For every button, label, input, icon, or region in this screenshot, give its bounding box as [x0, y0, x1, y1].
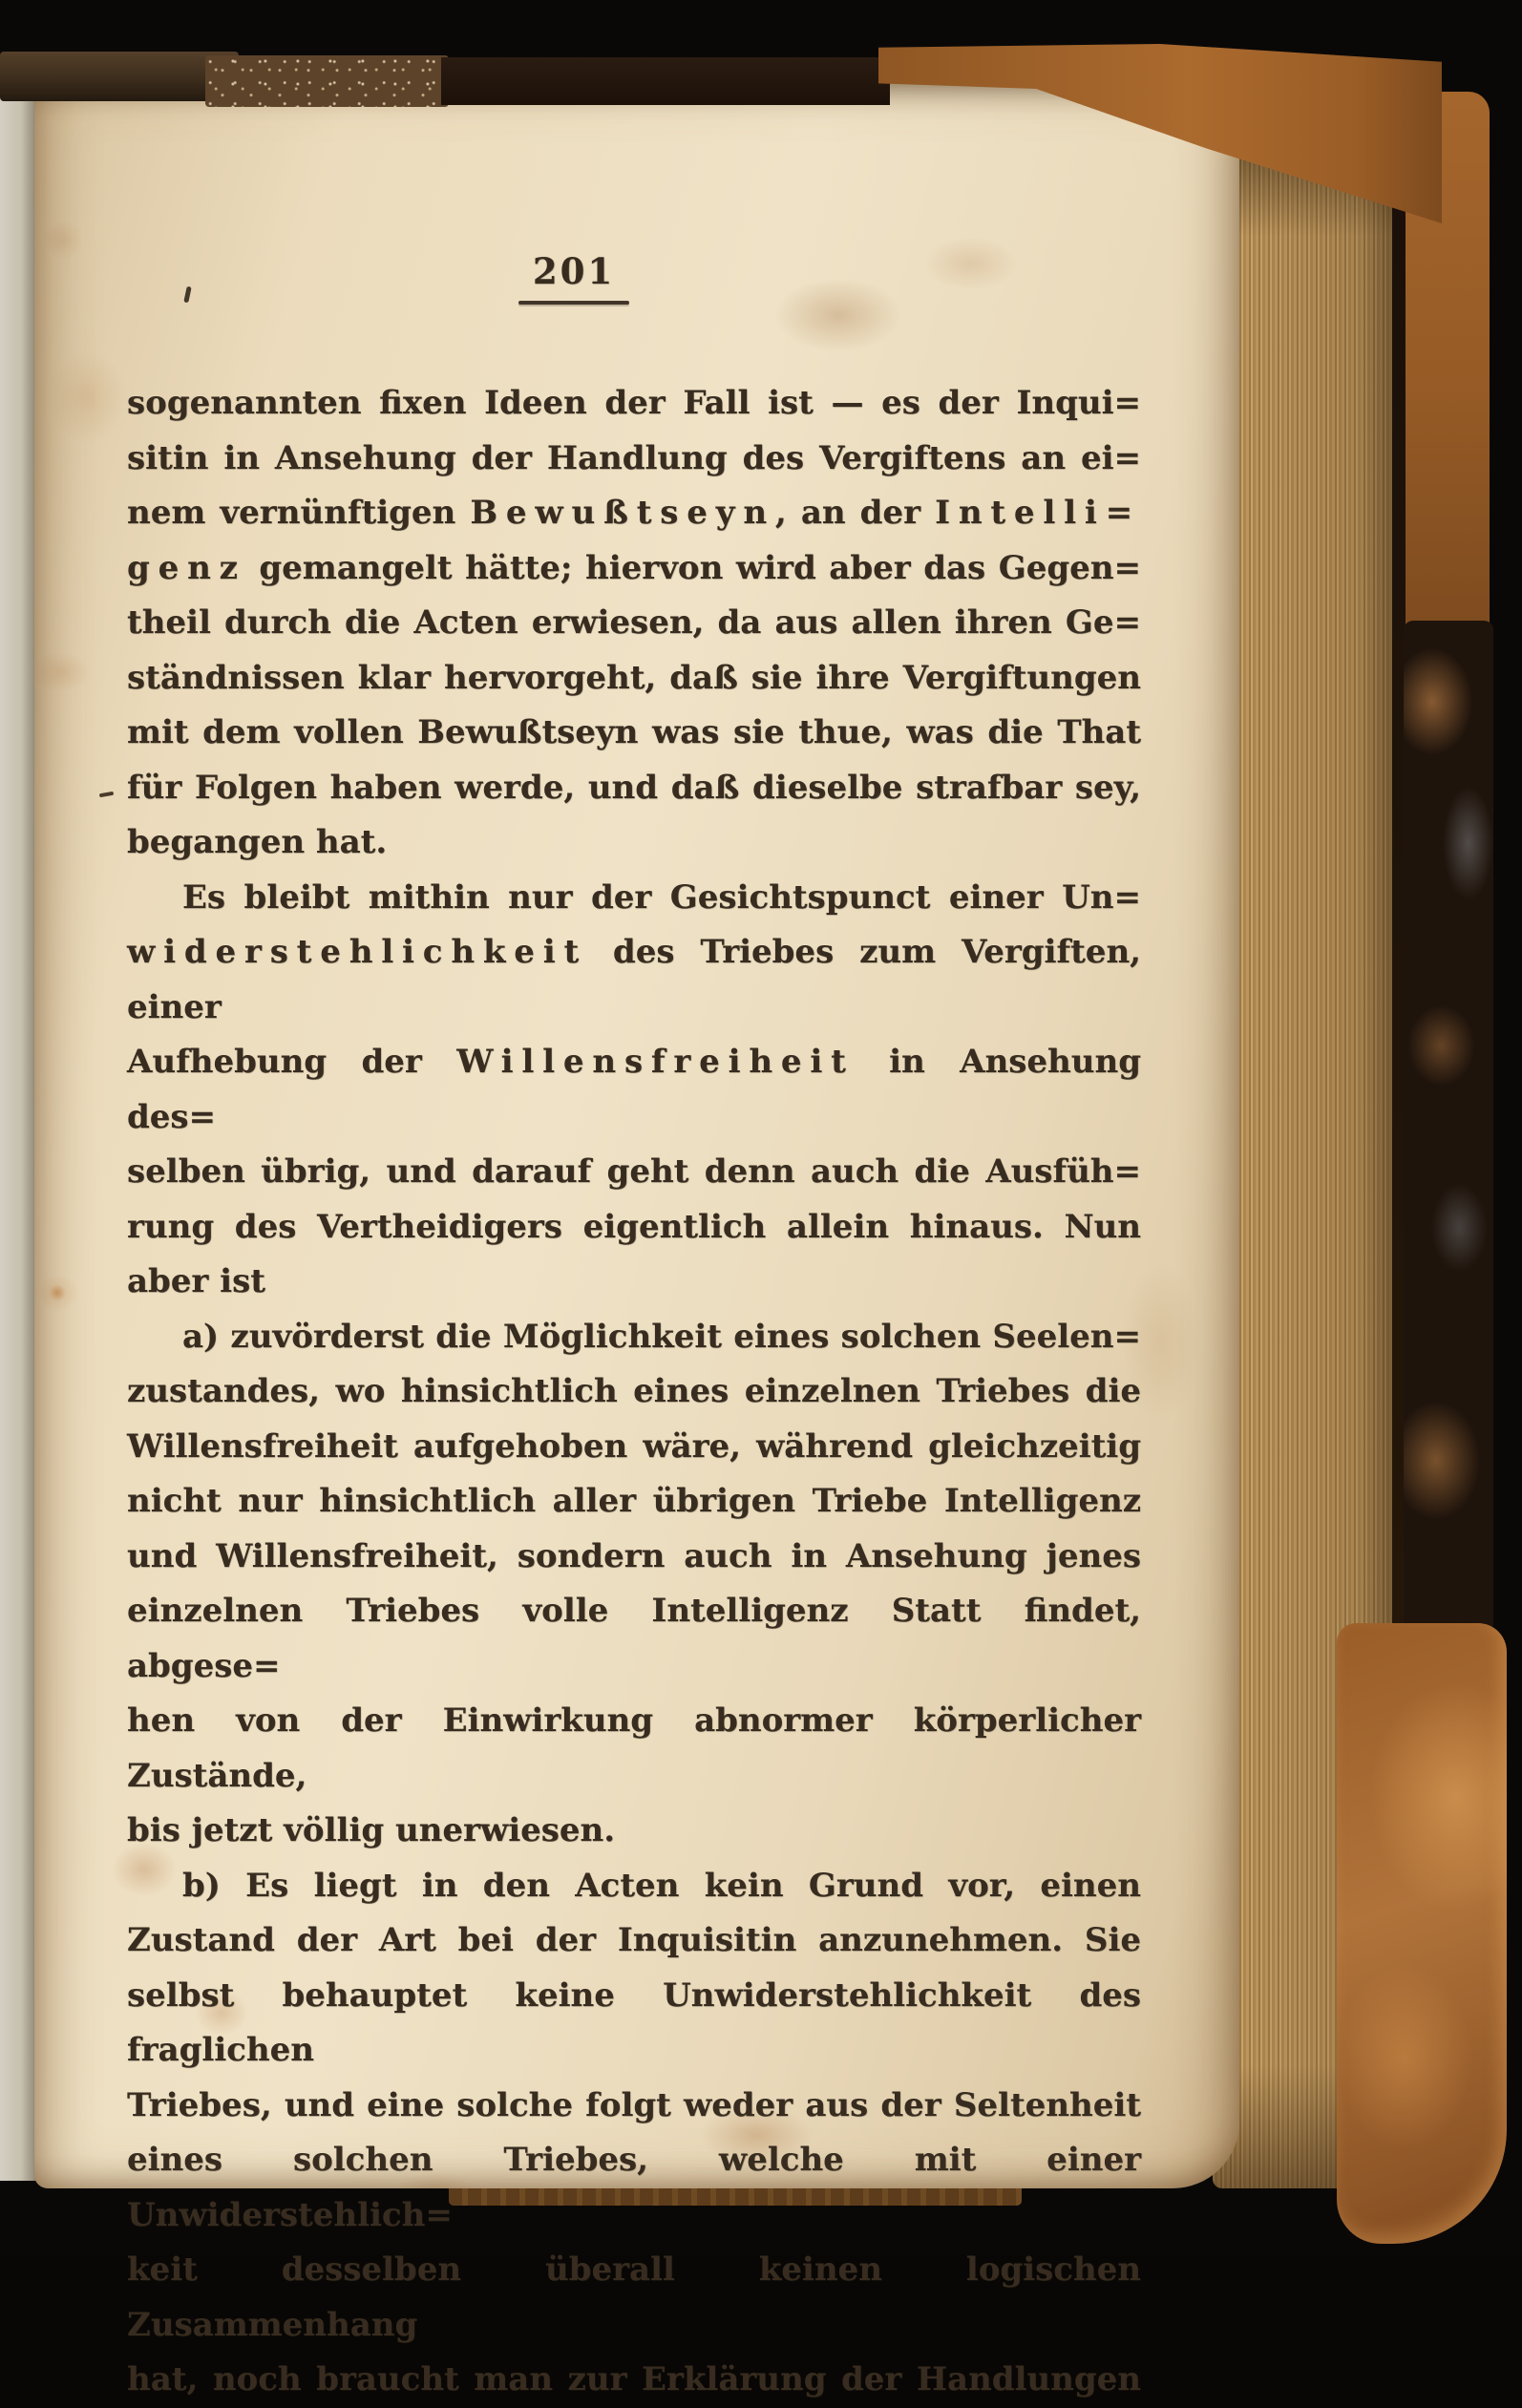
text-segment: Es bleibt mithin nur der Gesichtspunct einer Un= [182, 877, 1141, 917]
text-segment: begangen hat. [127, 823, 388, 861]
text-segment: nem vernünftigen [127, 494, 471, 532]
text-segment: Aufhebung der [127, 1043, 457, 1081]
text-segment: sogenannten fixen Ideen der Fall ist — es der Inqui= [127, 384, 1141, 422]
text-line [127, 541, 1141, 597]
emphasized-text: Intelli= [935, 494, 1141, 532]
text-segment: a) zuvörderst die Möglichkeit eines solchen Seelen= [182, 1317, 1141, 1356]
text-line [127, 432, 1141, 487]
text-line [127, 1969, 1141, 2079]
text-line [127, 871, 1141, 926]
page-number: 201 [532, 250, 616, 292]
text-segment: in Ansehung des= [127, 1043, 1141, 1136]
text-segment: des Triebes zum Vergiften, einer [127, 933, 1141, 1026]
text-segment: eines solchen Triebes, welche mit einer Unwiderstehlich= [127, 2141, 1141, 2234]
text-line [127, 925, 1141, 1035]
text-segment: Zustand der Art bei der Inquisitin anzunehmen. Sie [127, 1921, 1141, 1959]
emphasized-text: Bewußtseyn [470, 494, 775, 532]
text-line [127, 1255, 1141, 1310]
text-line [127, 1804, 1141, 1859]
text-segment: theil durch die Acten erwiesen, da aus allen ihren Ge= [127, 603, 1141, 642]
text-line [127, 376, 1141, 432]
text-segment: einzelnen Triebes volle Intelligenz Statt findet, abgese= [127, 1592, 1141, 1685]
text-segment: und Willensfreiheit, sondern auch in Ansehung jenes [127, 1536, 1141, 1575]
adjacent-page-edge [0, 80, 38, 2181]
emphasized-text: Willensfreiheit [456, 1043, 855, 1081]
text-segment: gemangelt hätte; hiervon wird aber das Gegen= [245, 548, 1141, 587]
page-number-block [502, 250, 645, 305]
text-segment: selben übrig, und darauf geht denn auch die Ausfüh= [127, 1152, 1141, 1191]
text-line [127, 761, 1141, 816]
text-segment: hat, noch braucht man zur Erklärung der Handlungen [127, 2360, 1141, 2398]
text-line [127, 1145, 1141, 1200]
text-line [127, 1530, 1141, 1585]
cover-leather-mottled [1404, 621, 1493, 1633]
text-line [127, 1913, 1141, 1969]
ink-mark-apostrophe [183, 286, 191, 304]
text-line [127, 486, 1141, 541]
emphasized-text: widerstehlichkeit [127, 933, 588, 971]
page-text [127, 376, 1141, 2408]
page-number-rule [518, 301, 629, 305]
text-segment: nicht nur hinsichtlich aller übrigen Triebe Intelligenz [127, 1482, 1141, 1520]
text-line [127, 1694, 1141, 1804]
text-line [127, 1584, 1141, 1694]
text-segment: , an der [774, 494, 936, 532]
text-line [127, 815, 1141, 871]
text-line [127, 1364, 1141, 1420]
text-segment: bis jetzt völlig unerwiesen. [127, 1811, 616, 1849]
text-segment: für Folgen haben werde, und daß dieselbe strafbar sey, [127, 768, 1141, 807]
book-top-headband-sparkle [205, 55, 449, 107]
text-segment: rung des Vertheidigers eigentlich allein hinaus. Nun [127, 1207, 1141, 1246]
text-line [127, 1200, 1141, 1256]
text-segment: keit desselben überall keinen logischen Zusammenhang [127, 2250, 1141, 2344]
book-top-edge-dark-band [441, 57, 890, 105]
text-line [127, 706, 1141, 761]
text-segment: selbst behauptet keine Unwiderstehlichkeit des fraglichen [127, 1975, 1141, 2069]
text-line [127, 1035, 1141, 1145]
text-segment: b) Es liegt in den Acten kein Grund vor, einen [182, 1866, 1141, 1905]
text-line [127, 2133, 1141, 2243]
text-line [127, 596, 1141, 651]
emphasized-text: genz [127, 548, 246, 587]
cover-leather-corner [1337, 1623, 1507, 2244]
text-line [127, 2243, 1141, 2353]
text-line [127, 1310, 1141, 1365]
text-segment: ständnissen klar hervorgeht, daß sie ihre Vergiftungen [127, 658, 1141, 697]
text-segment: mit dem vollen Bewußtseyn was sie thue, was die That [127, 713, 1141, 751]
text-segment: Triebes, und eine solche folgt weder aus der Seltenheit [127, 2085, 1141, 2124]
text-segment: zustandes, wo hinsichtlich eines einzelnen Triebes die [127, 1372, 1141, 1410]
text-line [127, 1420, 1141, 1475]
text-segment: Willensfreiheit aufgehoben wäre, während gleichzeitig [127, 1426, 1141, 1466]
text-line [127, 651, 1141, 707]
text-line [127, 2353, 1141, 2408]
text-segment: sitin in Ansehung der Handlung des Vergiftens an ei= [127, 438, 1141, 477]
ink-mark-dash [99, 792, 114, 798]
book-page [34, 82, 1239, 2398]
book-top-edge-left [0, 52, 239, 101]
text-line [127, 1474, 1141, 1530]
text-segment: hen von der Einwirkung abnormer körperlicher Zustände, [127, 1701, 1141, 1795]
text-line [127, 2079, 1141, 2134]
text-segment: aber ist [127, 1262, 265, 1300]
text-line [127, 1859, 1141, 1914]
